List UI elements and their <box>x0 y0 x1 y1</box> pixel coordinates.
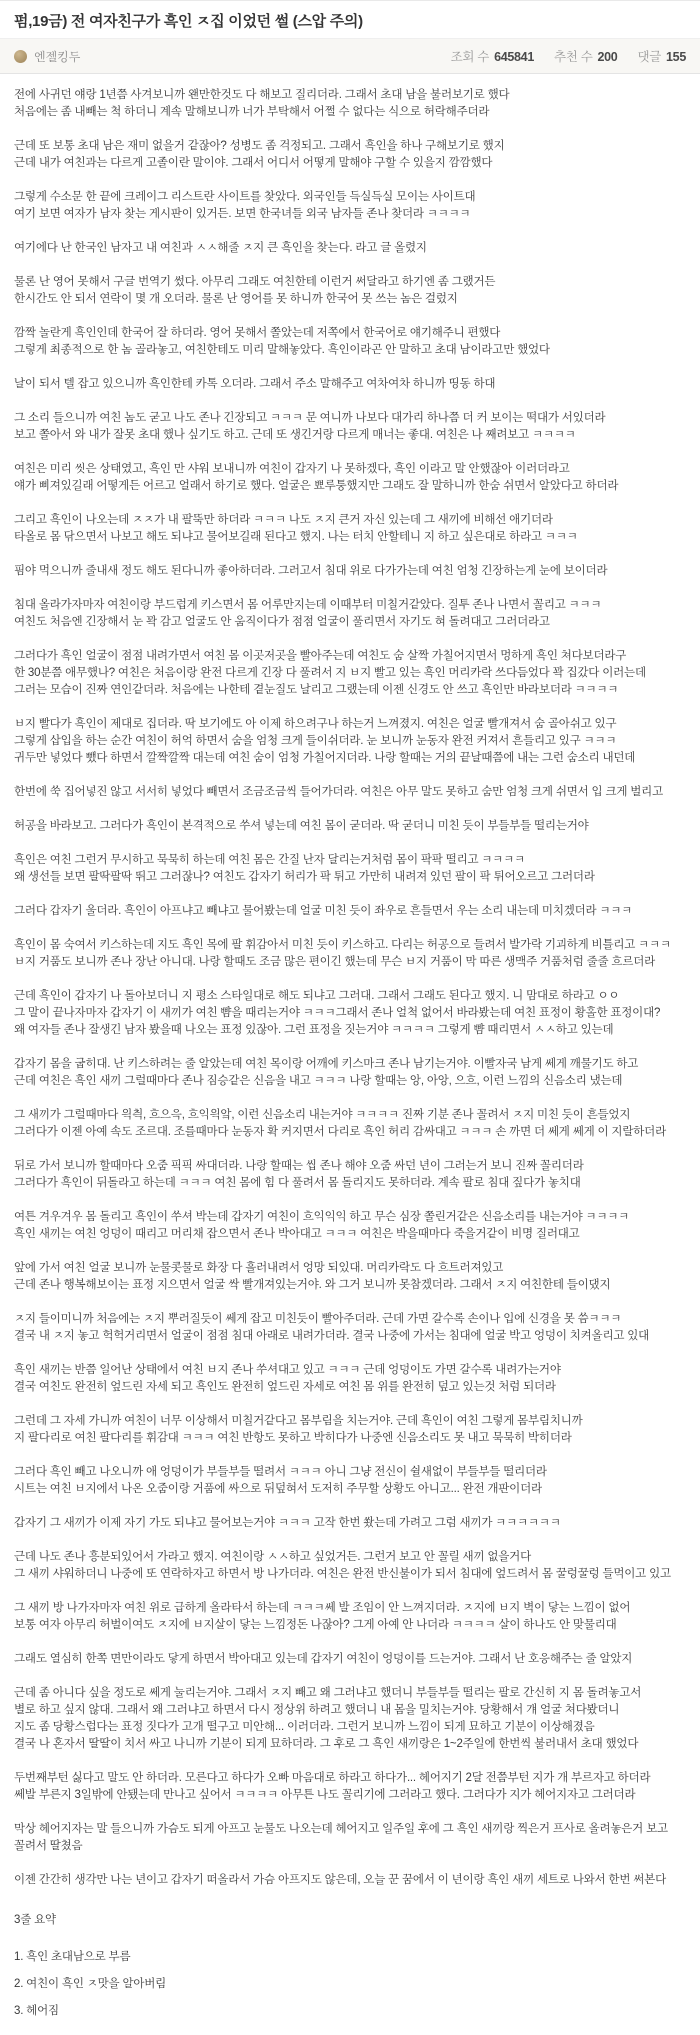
body-paragraph: 흑인이 몸 숙여서 키스하는데 지도 흑인 목에 팔 휘감아서 미친 듯이 키스하고. 다리는 허공으로 들려서 발가락 기괴하게 비틀리고 ㅋㅋㅋ ㅂ지 거품도 보니까 존나 장난 아니대. 나랑 할때도 조금 많은 편이긴 했는데 무슨 ㅂ지 거품이 막 따른 생맥주 거품처럼 줄줄 흐르더라 <box>14 939 671 968</box>
post-body <box>0 74 700 1889</box>
body-paragraph: 흑인은 여친 그런거 무시하고 묵묵히 하는데 여친 몸은 간질 난자 달리는거처럼 몸이 팍팍 떨리고 ㅋㅋㅋㅋ 왜 생선들 보면 팔딱팔딱 뛰고 그러잖나? 여친도 갑자기 허리가 팍 튀고 가만히 내려져 있던 팔이 팍 튀어오르고 그러더라 <box>14 854 595 883</box>
body-paragraph: 근데 또 보통 초대 남은 재미 없을거 같잖아? 성병도 좀 걱정되고. 그래서 흑인을 하나 구해보기로 했지 근데 내가 여친과는 다르게 고졸이란 말이야. 그래서 어디서 어떻게 말해야 구할 수 있을지 깜깜했다 <box>14 140 505 169</box>
body-paragraph: 근데 흑인이 갑자기 나 돌아보더니 지 평소 스타일대로 해도 되냐고 그러대. 그래서 그래도 된다고 했지. 니 맘대로 하라고 ㅇㅇ 그 말이 끝나자마자 갑자기 이 새끼가 여친 뺨을 때리는거야 ㅋㅋㅋ그래서 존나 얼척 없어서 바라봤는데 여친 표정이 황홀한 표정이대? 왜 여자들 존나 잘생긴 남자 봤을때 나오는 표정 있잖아. 그런 표정을 짓는거야 ㅋㅋㅋㅋ 그렇게 뺨 때리면서 ㅅㅅ하고 있는데 <box>14 990 661 1036</box>
body-paragraph: 이젠 간간히 생각만 나는 년이고 갑자기 떠올라서 가슴 아프지도 않은데, 오늘 꾼 꿈에서 이 년이랑 흑인 새끼 세트로 나와서 한번 써본다 <box>14 1874 666 1886</box>
view-count-label: 조회 수 <box>450 50 490 64</box>
post-stats <box>451 47 686 65</box>
summary-section <box>0 1906 700 2035</box>
body-paragraph: 그 새끼 방 나가자마자 여친 위로 급하게 올라타서 하는데 ㅋㅋㅋ쎄 발 조임이 안 느껴지더라. ㅈ지에 ㅂ지 벽이 닿는 느낌이 없어 보통 여자 아무리 허벌이여도 ㅈ지에 ㅂ지살이 닿는 느낌정돈 나잖아? 그게 아예 안 나더라 ㅋㅋㅋㅋ 살이 하나도 안 맞물리대 <box>14 1602 631 1631</box>
avatar[interactable] <box>14 50 27 63</box>
body-paragraph: 그런데 그 자세 가니까 여친이 너무 이상해서 미칠거같다고 몸부림을 치는거야. 근데 흑인이 여친 그렇게 몸부림치니까 지 팔다리로 여친 팔다리를 휘감대 ㅋㅋㅋ 여친 반항도 못하고 박히다가 나중엔 신음소리도 못 내고 묵묵히 박히더라 <box>14 1415 583 1444</box>
body-paragraph: 허공을 바라보고. 그러다가 흑인이 본격적으로 쑤셔 넣는데 여친 몸이 굳더라. 딱 굳더니 미친 듯이 부들부들 떨리는거야 <box>14 820 589 832</box>
body-paragraph: 침대 올라가자마자 여친이랑 부드럽게 키스면서 몸 어루만지는데 이때부터 미칠거같았다. 질투 존나 나면서 꼴리고 ㅋㅋㅋ 여친도 처음엔 긴장해서 눈 꽉 감고 얼굴도 안 움직이다가 점점 얼굴이 풀리면서 자기도 혀 돌려대고 그러더라고 <box>14 599 602 628</box>
body-paragraph: 그래도 열심히 한쪽 면만이라도 닿게 하면서 박아대고 있는데 갑자기 여친이 엉덩이를 드는거야. 그래서 난 호응해주는 줄 알았지 <box>14 1653 633 1665</box>
body-paragraph: 갑자기 그 새끼가 이제 자기 가도 되냐고 물어보는거야 ㅋㅋㅋ 고작 한번 쐈는데 가려고 그럼 새끼가 ㅋㅋㅋㅋㅋㅋ <box>14 1517 561 1529</box>
body-paragraph: ㅂ지 빨다가 흑인이 제대로 집더라. 딱 보기에도 아 이제 하으려구나 하는거 느껴졌지. 여친은 얼굴 빨개져서 숨 골아쉬고 있구 그렇게 삽입을 하는 순간 여친이 허억 하면서 숨을 엄청 크게 들이쉬더라. 눈 보니까 눈동자 완전 커져서 흔들리고 있구 ㅋㅋㅋ 귀두만 넣었다 뺐다 하면서 깔짝깔짝 대는데 여친 숨이 엄청 가칠어지더라. 나랑 할때는 거의 끝날때쯤에 내는 그런 숨소리 내던데 <box>14 718 636 764</box>
summary-item: 2. 여친이 흑인 ㅈ맛을 알아버림 <box>14 1978 167 1990</box>
summary-list <box>14 1946 686 2022</box>
summary-heading: 3줄 요약 <box>14 1914 56 1926</box>
body-paragraph: 그리고 흑인이 나오는데 ㅈㅈ가 내 팔뚝만 하더라 ㅋㅋㅋ 나도 ㅈ지 큰거 자신 있는데 그 새끼에 비해선 애기더라 타올로 몸 닦으면서 나보고 해도 되냐고 물어보길래 된다고 했지. 나는 터치 안할테니 지 하고 싶은대로 하라고 ㅋㅋㅋ <box>14 514 578 543</box>
body-paragraph: 앞에 가서 여친 얼굴 보니까 눈물콧물로 화장 다 흘러내려서 엉망 되있대. 머리카락도 다 흐트러져있고 근데 존나 행복해보이는 표정 지으면서 얼굴 싹 빨개져있는거야. 와 그거 보니까 못참겠더라. 그래서 ㅈ지 여친한테 들이댔지 <box>14 1262 611 1291</box>
body-paragraph: 깜짝 놀란게 흑인인데 한국어 잘 하더라. 영어 못해서 쫄았는데 저쪽에서 한국어로 얘기해주니 편했다 그렇게 최종적으로 한 놈 골라놓고, 여친한테도 미리 말해놓았다. 흑인이라곤 안 말하고 초대 남이라고만 했었다 <box>14 327 550 356</box>
upvote-count <box>554 47 617 65</box>
upvote-count-value: 200 <box>597 50 618 64</box>
body-paragraph: 갑자기 몸을 굽히대. 난 키스하려는 줄 알았는데 여친 목이랑 어깨에 키스마크 존나 남기는거야. 이빨자국 남게 쎄게 깨물기도 하고 근데 여친은 흑인 새끼 그럴때마다 존나 짐승같은 신음을 내고 ㅋㅋㅋ 나랑 할때는 앙, 아앙, 으흐, 이런 느낌의 신음소리 냈는데 <box>14 1058 639 1087</box>
body-paragraph: 뒤로 가서 보니까 할때마다 오줌 픽픽 싸대더라. 나랑 할때는 씹 존나 해야 오줌 싸던 년이 그러는거 보니 진짜 꼴리더라 그러다가 흑인이 뒤돌라고 하는데 ㅋㅋㅋ 여친 몸에 힘 다 풀려서 몸 돌리지도 못하더라. 계속 팔로 침대 짚다가 놓치대 <box>14 1160 584 1189</box>
view-count <box>451 47 534 65</box>
body-paragraph: 핌야 먹으니까 줄내새 정도 해도 된다니까 좋아하더라. 그러고서 침대 위로 다가가는데 여친 엄청 긴장하는게 눈에 보이더라 <box>14 565 608 577</box>
body-paragraph: 근데 좀 아니다 싶을 정도로 쎄게 눌리는거야. 그래서 ㅈ지 빼고 왜 그러냐고 했더니 부들부들 떨리는 팔로 간신히 지 몸 돌려놓고서 별로 하고 싶지 않대. 그래서 왜 그러냐고 하면서 다시 정상위 하려고 했더니 내 몸을 밀치는거야. 당황해서 걔 얼굴 쳐다봤더니 지도 좀 당황스럽다는 표정 짓다가 고개 떨구고 미안해... 이러더라. 그런거 보니까 느낌이 되게 묘하고 기분이 이상해졌음 결국 나 혼자서 딸딸이 치서 싸고 나니까 기분이 되게 묘하더라. 그 후로 그 흑인 새끼랑은 1~2주일에 한번씩 불러내서 초대 했었다 <box>14 1687 642 1750</box>
body-paragraph: 한번에 쑥 집어넣진 않고 서서히 넣었다 빼면서 조금조금씩 들어가더라. 여친은 아무 말도 못하고 숨만 엄청 크게 쉬면서 입 크게 벌리고 <box>14 786 663 798</box>
body-paragraph: 그러다가 흑인 얼굴이 점점 내려가면서 여친 몸 이곳저곳을 빨아주는데 여친도 숨 살짝 가칠어지면서 멍하게 흑인 쳐다보더라구 한 30분쯤 애무했나? 여친은 처음이랑 완전 다르게 긴장 다 풀려서 지 ㅂ지 빨고 있는 흑인 머리카락 쓰다듬었다 꽉 집갔다 이러는데 그러는 모습이 진짜 연인같더라. 처음에는 나한테 곁눈질도 날리고 그랬는데 이젠 신경도 안 쓰고 흑인만 바라보더라 ㅋㅋㅋㅋ <box>14 650 646 696</box>
post-title-row <box>0 0 700 38</box>
author-name[interactable]: 엔젤킹두 <box>34 49 81 64</box>
summary-item: 1. 흑인 초대남으로 부름 <box>14 1951 131 1963</box>
body-paragraph: 날이 되서 텔 잡고 있으니까 흑인한테 카톡 오더라. 그래서 주소 말해주고 여차여차 하니까 띵동 하대 <box>14 378 496 390</box>
comment-count-value: 155 <box>666 50 686 64</box>
body-paragraph: 그 새끼가 그럴때마다 읙츽, 흐으윽, 흐익읙앜, 이런 신음소리 내는거야 ㅋㅋㅋㅋ 진짜 기분 존나 꼴려서 ㅈ지 미친 듯이 흔들었지 그러다가 이젠 아예 속도 조르대. 조를때마다 눈동자 확 커지면서 다리로 흑인 허리 감싸대고 ㅋㅋㅋ 손 까면 더 쎄게 쎄게 이 지랄하더라 <box>14 1109 666 1138</box>
comment-count <box>637 47 686 65</box>
body-paragraph: 전에 사귀던 얘랑 1년쯤 사겨보니까 왠만한것도 다 해보고 질리더라. 그래서 초대 남을 불러보기로 했다 처음에는 좀 내빼는 척 하더니 계속 말해보니까 너가 부탁해서 어쩔 수 없다는 식으로 허락해주더라 <box>14 89 510 118</box>
comment-count-label: 댓글 <box>637 50 662 64</box>
view-count-value: 645841 <box>494 50 534 64</box>
body-paragraph: 물론 난 영어 못해서 구글 번역기 썼다. 아무리 그래도 여친한테 이런거 써달라고 하기엔 좀 그랬거든 한시간도 안 되서 연락이 몇 개 오더라. 물론 난 영어를 못 하니까 한국어 못 쓰는 놈은 걸렀지 <box>14 276 496 305</box>
summary-item: 3. 헤어짐 <box>14 2005 59 2017</box>
body-paragraph: 그러다 흑인 빼고 나오니까 애 엉덩이가 부들부들 떨려서 ㅋㅋㅋ 아니 그냥 전신이 쉴새없이 부들부들 떨리더라 시트는 여친 ㅂ지에서 나온 오줌이랑 거품에 싸으로 뒤덮혀서 도저히 주무할 상황도 아니고... 완전 개판이더라 <box>14 1466 547 1495</box>
body-paragraph: 그러다 갑자기 울더라. 흑인이 아프냐고 빼냐고 물어봤는데 얼굴 미친 듯이 좌우로 흔들면서 우는 소리 내는데 미치겠더라 ㅋㅋㅋ <box>14 905 633 917</box>
body-paragraph: 흑인 새끼는 반쯤 일어난 상태에서 여친 ㅂ지 존나 쑤셔대고 있고 ㅋㅋㅋ 근데 엉덩이도 가면 갈수록 내려가는거야 결국 여친도 완전히 엎드린 자세 되고 흑인도 완전히 엎드린 자세로 여친 몸 위를 완전히 덮고 있는것 처럼 되더라 <box>14 1364 561 1393</box>
body-paragraph: 근데 나도 존나 흥분되있어서 가라고 했지. 여친이랑 ㅅㅅ하고 싶었거든. 그런거 보고 안 꼴릴 새끼 없을거다 그 새끼 샤워하더니 나중에 또 연락하자고 하면서 방 나가더라. 여친은 완전 반신불이가 되서 침대에 엎드려서 몸 꿀렁꿀렁 들먹이고 있고 <box>14 1551 671 1580</box>
body-paragraph: 여친은 미리 씻은 상태였고, 흑인 만 샤워 보내니까 여친이 갑자기 나 못하겠다, 흑인 이라고 말 안했잖아 이러더라고 얘가 삐져있길래 어떻게든 어르고 얼래서 하기로 했다. 얼굴은 뾰루퉁했지만 그래도 잘 말하니까 한숨 쉬면서 알았다고 하더라 <box>14 463 619 492</box>
body-paragraph: ㅈ지 들이미니까 처음에는 ㅈ지 뿌러질듯이 쎄게 잡고 미친듯이 빨아주더라. 근데 가면 갈수록 손이나 입에 신경을 못 씀ㅋㅋㅋ 결국 내 ㅈ지 놓고 헉헉거리면서 얼굴이 점점 침대 아래로 내려가더라. 결국 나중에 가서는 침대에 얼굴 박고 엉덩이 치켜올리고 있대 <box>14 1313 650 1342</box>
body-paragraph: 그 소리 들으니까 여친 놈도 굳고 나도 존나 긴장되고 ㅋㅋㅋ 문 여니까 나보다 대가리 하나쯤 더 커 보이는 떡대가 서있더라 보고 쫄아서 와 내가 잘못 초대 했나 싶기도 하고. 근데 또 생긴거랑 다르게 매너는 좋대. 여친은 나 째려보고 ㅋㅋㅋㅋ <box>14 412 606 441</box>
body-paragraph: 그렇게 수소문 한 끝에 크레이그 리스트란 사이트를 찾았다. 외국인들 득실득실 모이는 사이트대 여기 보면 여자가 남자 찾는 게시판이 있거든. 보면 한국녀들 외국 남자들 존나 찾더라 ㅋㅋㅋㅋ <box>14 191 476 220</box>
post-title: 펌,19금) 전 여자친구가 흑인 ㅈ집 이었던 썰 (스압 주의) <box>14 13 363 30</box>
author-row <box>0 38 700 74</box>
body-paragraph: 두번째부턴 싫다고 말도 안 하더라. 모른다고 하다가 오빠 마음대로 하라고 하다가... 헤어지기 2달 전쯤부턴 지가 개 부르자고 하더라 쎄발 부른지 3일밖에 안됐는데 만나고 싶어서 ㅋㅋㅋㅋ 아무튼 나도 꼴리기에 그러라고 했다. 그러다가 지가 헤어지자고 그러더라 <box>14 1772 651 1801</box>
upvote-count-label: 추천 수 <box>554 50 593 64</box>
body-paragraph: 막상 헤어지자는 말 들으니까 가슴도 되게 아프고 눈물도 나오는데 헤어지고 일주일 후에 그 흑인 새끼랑 찍은거 프사로 올려놓은거 보고 꼴려서 딸쳤음 <box>14 1823 668 1852</box>
body-paragraph: 여튼 겨우겨우 몸 돌리고 흑인이 쑤셔 박는데 갑자기 여친이 흐익익익 하고 무슨 심장 쫄린거같은 신음소리를 내는거야 ㅋㅋㅋㅋ 흑인 새끼는 여친 엉덩이 때리고 머리채 잡으면서 존나 박아대고 ㅋㅋㅋ 여친은 박을때마다 죽을거같이 비명 질러대고 <box>14 1211 630 1240</box>
body-paragraph: 여기에다 난 한국인 남자고 내 여친과 ㅅㅅ해줄 ㅈ지 큰 흑인을 찾는다. 라고 글 올렸지 <box>14 242 427 254</box>
